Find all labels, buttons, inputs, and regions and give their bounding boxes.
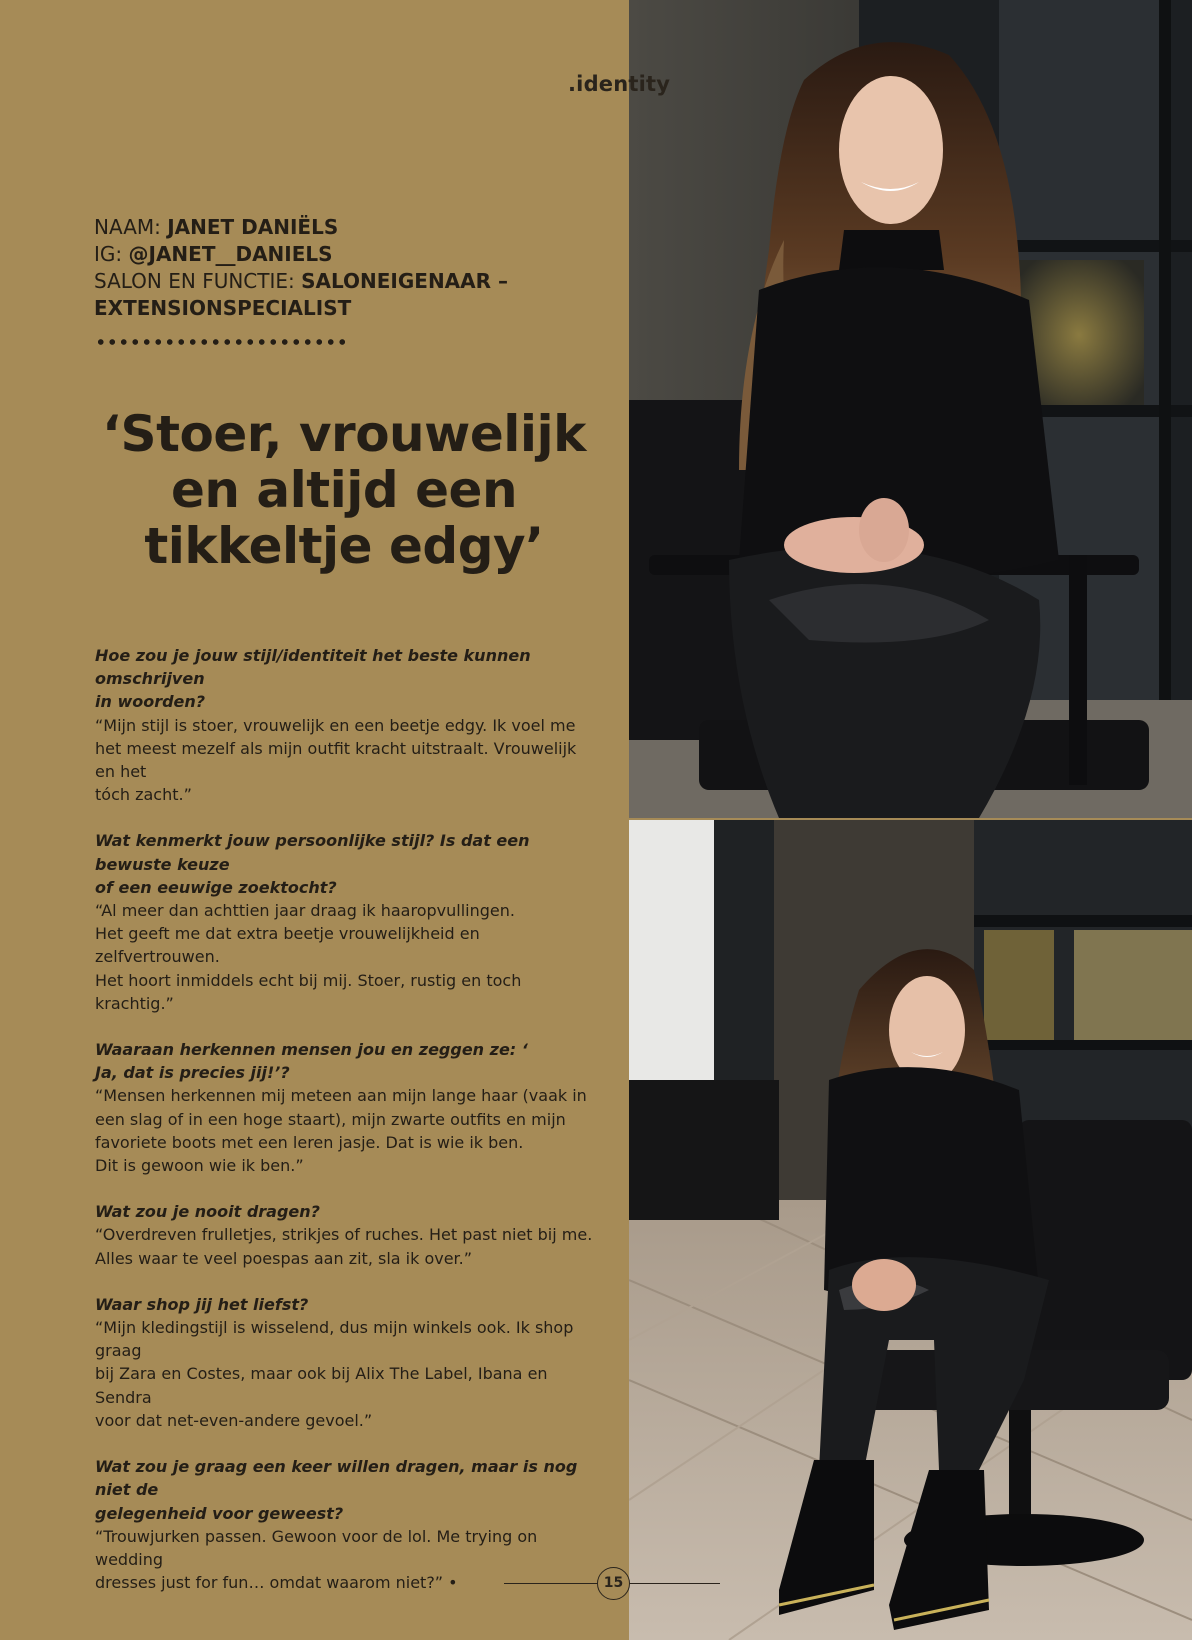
role-value: SALONEIGENAAR – EXTENSIONSPECIALIST xyxy=(94,269,509,320)
portrait-photo-top xyxy=(629,0,1192,818)
qa-item xyxy=(95,829,600,1015)
profile-block xyxy=(94,214,594,322)
question: Waar shop jij het liefst? xyxy=(95,1294,309,1314)
role-label: SALON EN FUNCTIE: xyxy=(94,269,302,293)
name-label: NAAM: xyxy=(94,215,168,239)
qa-item xyxy=(95,1038,600,1177)
answer: “Mensen herkennen mij meteen aan mijn lange haar (vaak in een slag of in een hoge staart), mijn zwarte outfits en mijn favoriete boots met een leren jasje. Dat is wie ik ben. Dit is gewoon wie ik ben.” xyxy=(95,1086,587,1176)
question: Wat zou je graag een keer willen dragen, maar is nog niet de gelegenheid voor geweest? xyxy=(95,1457,578,1523)
page-number: 15 xyxy=(597,1567,630,1600)
profile-name xyxy=(94,214,594,241)
portrait-photo-bottom xyxy=(629,820,1192,1640)
ig-value: @JANET__DANIELS xyxy=(128,242,333,266)
answer: “Mijn stijl is stoer, vrouwelijk en een beetje edgy. Ik voel me het meest mezelf als mijn outfit kracht uitstraalt. Vrouwelijk en het tóch zacht.” xyxy=(95,715,577,805)
interview-qa xyxy=(95,644,600,1617)
dotted-divider xyxy=(95,338,345,346)
qa-item xyxy=(95,644,600,806)
answer: “Overdreven frulletjes, strikjes of ruches. Het past niet bij me. Alles waar te veel poespas aan zit, sla ik over.” xyxy=(95,1225,593,1268)
question: Wat kenmerkt jouw persoonlijke stijl? Is dat een bewuste keuze of een eeuwige zoektocht? xyxy=(95,831,530,897)
portrait-photo-top-image xyxy=(629,0,1192,818)
section-label: .identity xyxy=(568,72,671,96)
question: Hoe zou je jouw stijl/identiteit het beste kunnen omschrijven in woorden? xyxy=(95,646,531,712)
qa-item xyxy=(95,1293,600,1432)
qa-item xyxy=(95,1200,600,1270)
name-value: JANET DANIËLS xyxy=(167,215,339,239)
qa-item xyxy=(95,1455,600,1594)
answer: “Mijn kledingstijl is wisselend, dus mijn winkels ook. Ik shop graag bij Zara en Costes, maar ook bij Alix The Label, Ibana en Sendra voor dat net-even-andere gevoel.” xyxy=(95,1318,574,1430)
profile-ig xyxy=(94,241,594,268)
answer: “Al meer dan achttien jaar draag ik haaropvullingen. Het geeft me dat extra beetje vrouwelijkheid en zelfvertrouwen. Het hoort inmiddels echt bij mij. Stoer, rustig en toch krachtig.” xyxy=(95,901,522,1013)
answer: “Trouwjurken passen. Gewoon voor de lol. Me trying on wedding dresses just for fun… omdat waarom niet?” • xyxy=(95,1526,538,1593)
question: Wat zou je nooit dragen? xyxy=(95,1202,320,1222)
question: Waaraan herkennen mensen jou en zeggen ze: ‘ Ja, dat is precies jij!’? xyxy=(95,1040,528,1083)
ig-label: IG: xyxy=(94,242,129,266)
profile-role xyxy=(94,268,594,322)
headline-quote: ‘Stoer, vrouwelijk en altijd een tikkeltje edgy’ xyxy=(102,405,586,575)
portrait-photo-bottom-image xyxy=(629,820,1192,1640)
